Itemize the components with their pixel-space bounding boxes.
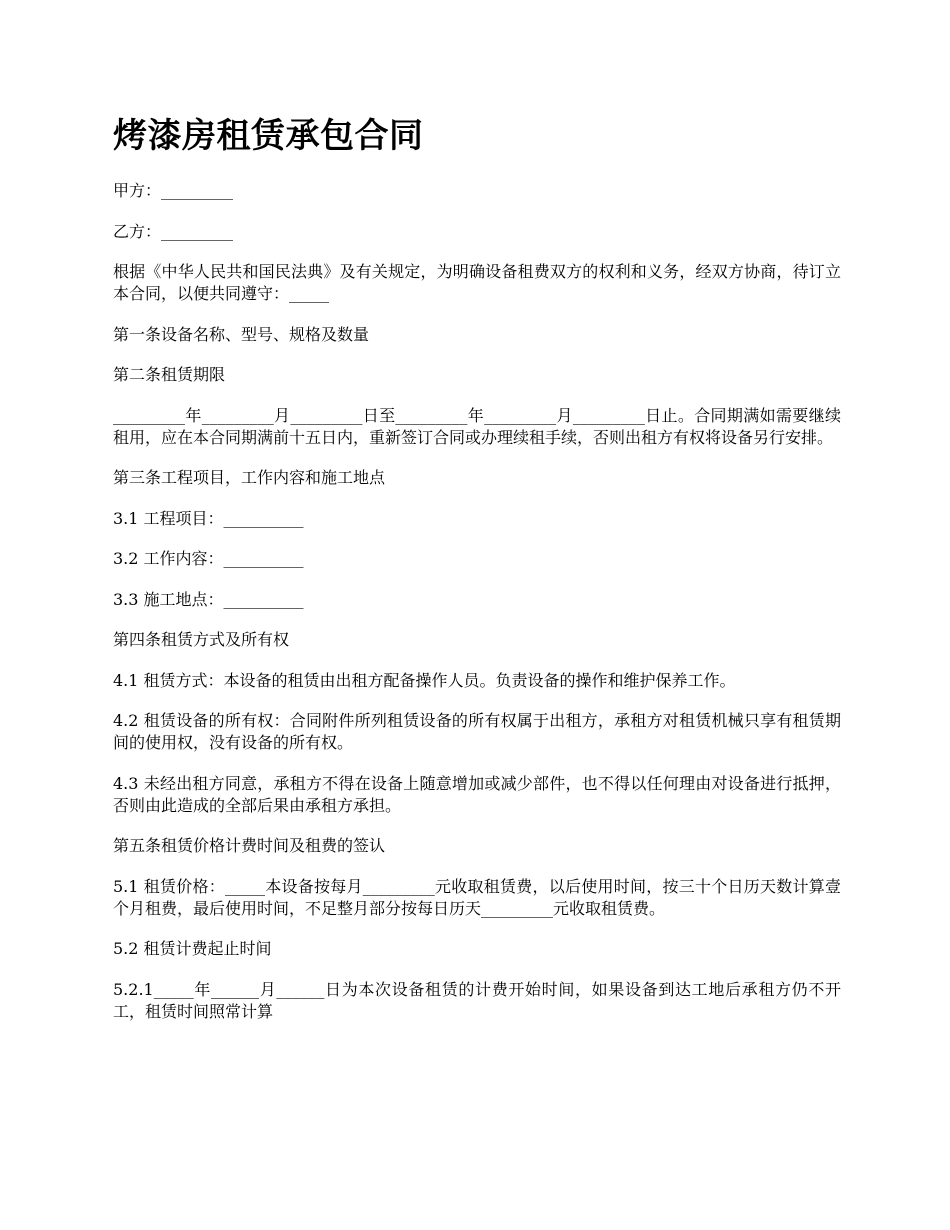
clause-4-2: 4.2 租赁设备的所有权：合同附件所列租赁设备的所有权属于出租方，承租方对租赁机械只享有租赁期间的使用权，没有设备的所有权。: [113, 711, 841, 752]
clause-4-3: 4.3 未经出租方同意，承租方不得在设备上随意增加或减少部件，也不得以任何理由对设备进行抵押，否则由此造成的全部后果由承租方承担。: [113, 773, 841, 815]
preamble-paragraph: 根据《中华人民共和国民法典》及有关规定，为明确设备租费双方的权利和义务，经双方协商，待订立本合同，以便共同遵守：_____: [113, 262, 841, 303]
clause-3-2: 3.2 工作内容：__________: [113, 549, 304, 568]
article-4-heading: 第四条租赁方式及所有权: [113, 630, 290, 649]
clause-5-2-1: 5.2.1_____年______月______日为本次设备租赁的计费开始时间，如果设备到达工地后承租方仍不开工，租赁时间照常计算: [113, 979, 841, 1021]
article-2-heading: 第二条租赁期限: [113, 365, 226, 384]
clause-4-1: 4.1 租赁方式：本设备的租赁由出租方配备操作人员。负责设备的操作和维护保养工作。: [113, 670, 736, 690]
clause-3-1: 3.1 工程项目：__________: [113, 508, 304, 528]
lease-term-paragraph: _________年_________月_________日至_________年_________月_________日止。合同期满如需要继续租用，应在本合同期满前十五日内，重新签订合同或办理续租手续，否则出租方有权将设备另行安排。: [113, 405, 841, 447]
article-5-heading: 第五条租赁价格计费时间及租费的签认: [113, 836, 386, 855]
article-1-heading: 第一条设备名称、型号、规格及数量: [113, 324, 370, 344]
document-title: 烤漆房租赁承包合同: [113, 116, 424, 156]
clause-5-2: 5.2 租赁计费起止时间: [113, 939, 272, 958]
clause-5-1: 5.1 租赁价格：_____本设备按每月_________元收取租赁费，以后使用时间，按三十个日历天数计算壹个月租费，最后使用时间，不足整月部分按每日历天_________元收取租赁费。: [113, 876, 841, 918]
party-b-line: 乙方：_________: [113, 221, 234, 241]
party-a-line: 甲方：_________: [113, 181, 234, 200]
clause-3-3: 3.3 施工地点：__________: [113, 589, 304, 609]
article-3-heading: 第三条工程项目，工作内容和施工地点: [113, 468, 386, 487]
contract-document: [113, 112, 841, 1041]
